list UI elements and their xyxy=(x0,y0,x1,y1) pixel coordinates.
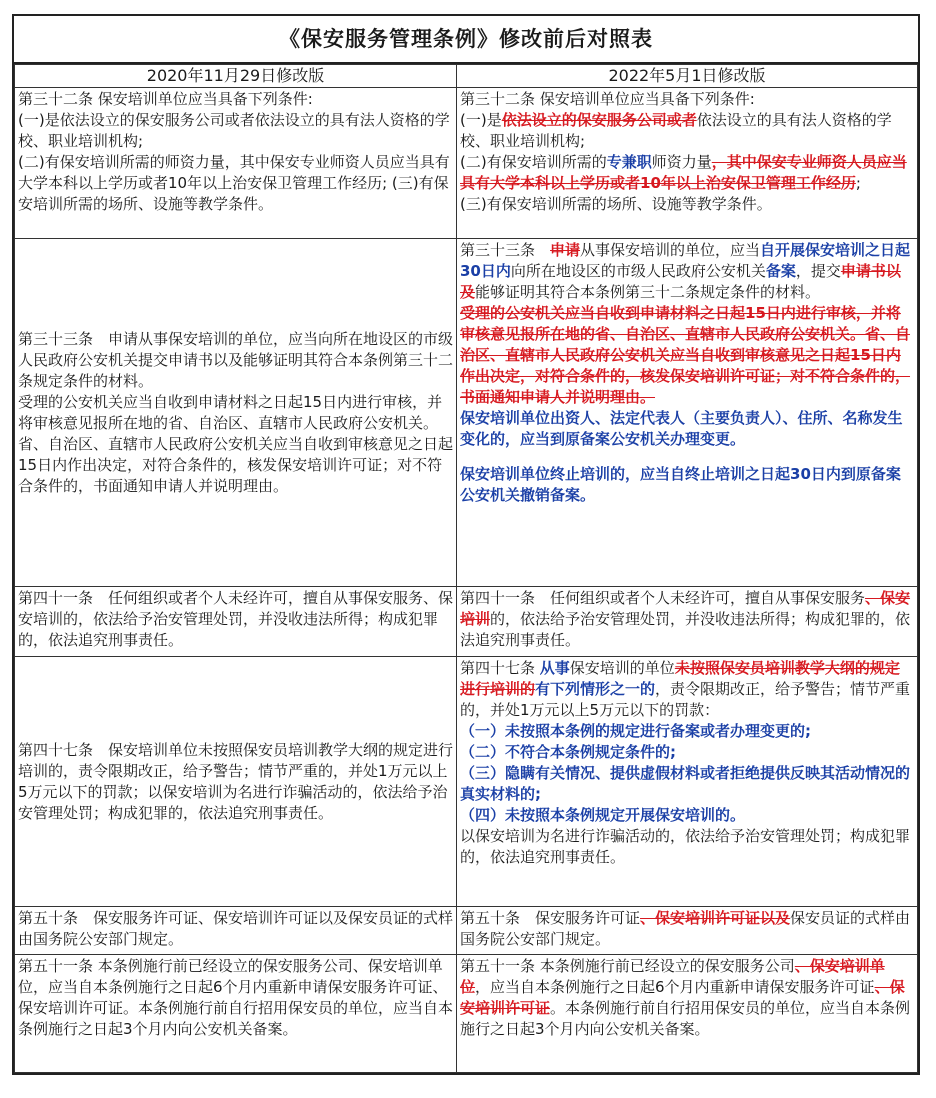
article-41-old: 第四十一条 任何组织或者个人未经许可，擅自从事保安服务、保安培训的，依法给予治安管理处罚，并没收违法所得；构成犯罪的，依法追究刑事责任。 xyxy=(15,587,457,657)
deleted-text: 未按照保安员培训教学大纲的规定进行培训的 xyxy=(460,659,900,698)
table-row xyxy=(15,657,918,907)
deleted-text: 受理的公安机关应当自收到申请材料之日起15日内进行审核，并将审核意见报所在地的省、自治区、直辖市人民政府公安机关。省、自治区、直辖市人民政府公安机关应当自收到审核意见之日起15日内作出决定，对符合条件的，核发保安培训许可证；对不符合条件的，书面通知申请人并说明理由。 xyxy=(460,304,911,406)
header-row xyxy=(15,65,918,88)
article-32-old: 第三十二条 保安培训单位应当具备下列条件: (一)是依法设立的保安服务公司或者依法设立的具有法人资格的学校、职业培训机构; (二)有保安培训所需的师资力量，其中保安专业师资人员应当具有大学本科以上学历或者10年以上治安保卫管理工作经历; (三)有保安培训所需的场所、设施等教学条件。 xyxy=(15,88,457,239)
added-text: 专兼职 xyxy=(606,153,652,171)
deleted-text: 、保安培训 xyxy=(460,589,911,628)
added-text: 保安培训单位出资人、法定代表人（主要负责人）、住所、名称发生变化的，应当到原备案公安机关办理变更。 xyxy=(460,409,903,448)
added-text: 备案 xyxy=(765,262,796,280)
table-row xyxy=(15,88,918,239)
deleted-text: 依法设立的保安服务公司或者 xyxy=(501,111,697,129)
page-title: 《保安服务管理条例》修改前后对照表 xyxy=(14,16,918,64)
table-row xyxy=(15,587,918,657)
article-51-old: 第五十一条 本条例施行前已经设立的保安服务公司、保安培训单位，应当自本条例施行之日起6个月内重新申请保安服务许可证、保安培训许可证。本条例施行前自行招用保安员的单位，应当自本条例施行之日起3个月内向公安机关备案。 xyxy=(15,955,457,1073)
added-text: （一）未按照本条例的规定进行备案或者办理变更的; xyxy=(460,722,812,740)
table-row xyxy=(15,907,918,955)
deleted-text: 申请 xyxy=(550,241,581,259)
deleted-text: ，其中保安专业师资人员应当具有大学本科以上学历或者10年以上治安保卫管理工作经历 xyxy=(460,153,907,192)
article-47-old: 第四十七条 保安培训单位未按照保安员培训教学大纲的规定进行培训的，责令限期改正，给予警告；情节严重的，并处1万元以上5万元以下的罚款；以保安培训为名进行诈骗活动的，依法给予治安管理处罚；构成犯罪的，依法追究刑事责任。 xyxy=(15,657,457,907)
article-41-new: 第四十一条 任何组织或者个人未经许可，擅自从事保安服务、保安培训的，依法给予治安管理处罚，并没收违法所得；构成犯罪的，依法追究刑事责任。 xyxy=(457,587,918,657)
article-47-new: 第四十七条 从事保安培训的单位未按照保安员培训教学大纲的规定进行培训的有下列情形之一的，责令限期改正，给予警告；情节严重的，并处1万元以上5万元以下的罚款： （一）未按照本条例的规定进行备案或者办理变更的; （二）不符合本条例规定条件的; （三）隐瞒有关情况、提供虚假材料或者拒绝提供反映其活动情况的真实材料的; （四）未按照本条例规定开展保安培训的。 以保安培训为名进行诈骗活动的，依法给予治安管理处罚；构成犯罪的，依法追究刑事责任。 xyxy=(457,657,918,907)
comparison-sheet xyxy=(12,14,920,1075)
header-new-version: 2022年5月1日修改版 xyxy=(457,65,918,88)
article-51-new: 第五十一条 本条例施行前已经设立的保安服务公司、保安培训单位，应当自本条例施行之日起6个月内重新申请保安服务许可证、保安培训许可证。本条例施行前自行招用保安员的单位，应当自本条例施行之日起3个月内向公安机关备案。 xyxy=(457,955,918,1073)
added-text: （三）隐瞒有关情况、提供虚假材料或者拒绝提供反映其活动情况的真实材料的; xyxy=(460,764,911,803)
added-text: 有下列情形之一的 xyxy=(535,680,656,698)
deleted-text: 、保安培训许可证 xyxy=(460,978,905,1017)
article-50-new: 第五十条 保安服务许可证、保安培训许可证以及保安员证的式样由国务院公安部门规定。 xyxy=(457,907,918,955)
article-33-old: 第三十三条 申请从事保安培训的单位，应当向所在地设区的市级人民政府公安机关提交申请书以及能够证明其符合本条例第三十二条规定条件的材料。 受理的公安机关应当自收到申请材料之日起15日内进行审核，并将审核意见报所在地的省、自治区、直辖市人民政府公安机关。省、自治区、直辖市人民政府公安机关应当自收到审核意见之日起15日内作出决定，对符合条件的，核发保安培训许可证；对不符合条件的，书面通知申请人并说明理由。 xyxy=(15,239,457,587)
added-text: （四）未按照本条例规定开展保安培训的。 xyxy=(460,806,746,824)
deleted-text: 、保安培训单位 xyxy=(460,957,885,996)
comparison-table xyxy=(14,64,918,1073)
deleted-text: 、保安培训许可证以及 xyxy=(640,909,791,927)
table-row xyxy=(15,955,918,1073)
article-32-new: 第三十二条 保安培训单位应当具备下列条件: (一)是依法设立的保安服务公司或者依法设立的具有法人资格的学校、职业培训机构; (二)有保安培训所需的专兼职师资力量，其中保安专业师资人员应当具有大学本科以上学历或者10年以上治安保卫管理工作经历; (三)有保安培训所需的场所、设施等教学条件。 xyxy=(457,88,918,239)
article-33-new: 第三十三条 申请从事保安培训的单位，应当自开展保安培训之日起30日内向所在地设区的市级人民政府公安机关备案，提交申请书以及能够证明其符合本条例第三十二条规定条件的材料。 受理的公安机关应当自收到申请材料之日起15日内进行审核，并将审核意见报所在地的省、自治区、直辖市人民政府公安机关。省、自治区、直辖市人民政府公安机关应当自收到审核意见之日起15日内作出决定，对符合条件的，核发保安培训许可证；对不符合条件的，书面通知申请人并说明理由。 保安培训单位出资人、法定代表人（主要负责人）、住所、名称发生变化的，应当到原备案公安机关办理变更。 保安培训单位终止培训的，应当自终止培训之日起30日内到原备案公安机关撤销备案。 xyxy=(457,239,918,587)
added-text: （二）不符合本条例规定条件的; xyxy=(460,743,677,761)
header-old-version: 2020年11月29日修改版 xyxy=(15,65,457,88)
added-text: 从事 xyxy=(539,659,570,677)
added-text: 自开展保安培训之日起30日内 xyxy=(460,241,911,280)
deleted-text: 申请书以及 xyxy=(460,262,901,301)
table-row xyxy=(15,239,918,587)
article-50-old: 第五十条 保安服务许可证、保安培训许可证以及保安员证的式样由国务院公安部门规定。 xyxy=(15,907,457,955)
added-text: 保安培训单位终止培训的，应当自终止培训之日起30日内到原备案公安机关撤销备案。 xyxy=(460,465,901,504)
